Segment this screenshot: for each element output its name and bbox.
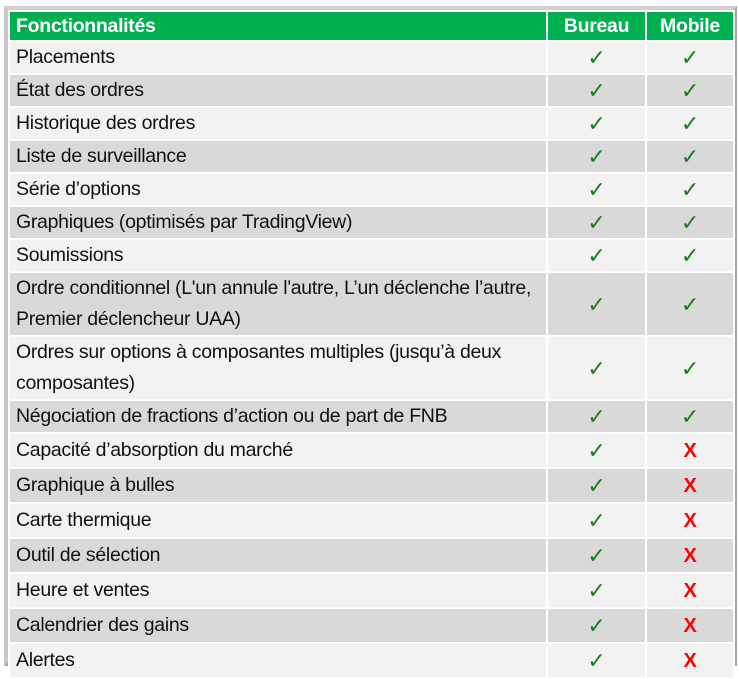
header-feature: Fonctionnalités [9, 11, 547, 41]
feature-name: Placements [9, 41, 547, 74]
table-row [9, 433, 734, 468]
desktop-availability [547, 336, 646, 400]
desktop-availability [547, 468, 646, 503]
table-row [9, 41, 734, 74]
desktop-availability [547, 400, 646, 433]
cross-icon: X [683, 440, 697, 462]
checkmark-icon: ✓ [587, 355, 606, 381]
mobile-availability [646, 336, 734, 400]
checkmark-icon: ✓ [587, 578, 606, 603]
cross-icon: X [683, 615, 697, 637]
mobile-availability [646, 433, 734, 468]
checkmark-icon: ✓ [680, 45, 700, 70]
checkmark-icon: ✓ [587, 404, 606, 429]
table-row [9, 503, 734, 538]
cross-icon: X [683, 545, 697, 567]
feature-comparison-table [4, 6, 737, 673]
feature-name: Heure et ventes [9, 573, 547, 608]
feature-name: Historique des ordres [9, 107, 547, 140]
mobile-availability [646, 608, 734, 643]
checkmark-icon: ✓ [680, 111, 700, 136]
feature-name: Ordres sur options à composantes multiples (jusqu’à deux composantes) [9, 336, 547, 400]
mobile-availability [646, 400, 734, 433]
checkmark-icon: ✓ [587, 144, 606, 169]
mobile-availability [646, 107, 734, 140]
table-row [9, 573, 734, 608]
mobile-availability [646, 173, 734, 206]
mobile-availability [646, 272, 734, 336]
feature-name: Série d’options [9, 173, 547, 206]
checkmark-icon: ✓ [587, 648, 606, 673]
mobile-availability [646, 643, 734, 678]
feature-name: Ordre conditionnel (L'un annule l'autre, L’un déclenche l’autre, Premier déclencheur UAA) [9, 272, 547, 336]
feature-name: Carte thermique [9, 503, 547, 538]
mobile-availability [646, 573, 734, 608]
feature-name: Calendrier des gains [9, 608, 547, 643]
mobile-availability [646, 468, 734, 503]
checkmark-icon: ✓ [680, 210, 700, 235]
table-row [9, 400, 734, 433]
checkmark-icon: ✓ [680, 243, 700, 268]
table-row [9, 140, 734, 173]
checkmark-icon: ✓ [680, 144, 700, 169]
checkmark-icon: ✓ [680, 404, 700, 429]
checkmark-icon: ✓ [587, 543, 606, 568]
desktop-availability [547, 643, 646, 678]
checkmark-icon: ✓ [587, 111, 606, 136]
cross-icon: X [683, 510, 697, 532]
mobile-availability [646, 206, 734, 239]
mobile-availability [646, 74, 734, 107]
feature-name: Capacité d’absorption du marché [9, 433, 547, 468]
table-row [9, 336, 734, 400]
checkmark-icon: ✓ [680, 291, 700, 317]
checkmark-icon: ✓ [680, 355, 700, 381]
desktop-availability [547, 74, 646, 107]
feature-name: Soumissions [9, 239, 547, 272]
table-row [9, 468, 734, 503]
checkmark-icon: ✓ [680, 78, 700, 103]
checkmark-icon: ✓ [587, 243, 606, 268]
desktop-availability [547, 239, 646, 272]
feature-name: État des ordres [9, 74, 547, 107]
header-mobile: Mobile [646, 11, 734, 41]
table-row [9, 74, 734, 107]
desktop-availability [547, 41, 646, 74]
desktop-availability [547, 538, 646, 573]
mobile-availability [646, 140, 734, 173]
feature-name: Alertes [9, 643, 547, 678]
table-row [9, 538, 734, 573]
checkmark-icon: ✓ [680, 177, 700, 202]
feature-name: Liste de surveillance [9, 140, 547, 173]
table-row [9, 272, 734, 336]
table-row [9, 173, 734, 206]
feature-name: Graphique à bulles [9, 468, 547, 503]
desktop-availability [547, 433, 646, 468]
feature-name: Outil de sélection [9, 538, 547, 573]
checkmark-icon: ✓ [587, 291, 606, 317]
checkmark-icon: ✓ [587, 613, 606, 638]
checkmark-icon: ✓ [587, 177, 606, 202]
desktop-availability [547, 140, 646, 173]
desktop-availability [547, 107, 646, 140]
desktop-availability [547, 272, 646, 336]
table-row [9, 206, 734, 239]
checkmark-icon: ✓ [587, 473, 606, 498]
checkmark-icon: ✓ [587, 45, 606, 70]
checkmark-icon: ✓ [587, 210, 606, 235]
feature-name: Graphiques (optimisés par TradingView) [9, 206, 547, 239]
feature-name: Négociation de fractions d’action ou de part de FNB [9, 400, 547, 433]
checkmark-icon: ✓ [587, 438, 606, 463]
cross-icon: X [683, 475, 697, 497]
desktop-availability [547, 503, 646, 538]
cross-icon: X [683, 580, 697, 602]
table-row [9, 643, 734, 678]
table-row [9, 608, 734, 643]
checkmark-icon: ✓ [587, 508, 606, 533]
desktop-availability [547, 173, 646, 206]
desktop-availability [547, 608, 646, 643]
checkmark-icon: ✓ [587, 78, 606, 103]
header-row [9, 11, 734, 41]
cross-icon: X [683, 650, 697, 672]
mobile-availability [646, 538, 734, 573]
table-row [9, 107, 734, 140]
desktop-availability [547, 573, 646, 608]
header-desktop: Bureau [547, 11, 646, 41]
table-row [9, 239, 734, 272]
mobile-availability [646, 41, 734, 74]
desktop-availability [547, 206, 646, 239]
mobile-availability [646, 239, 734, 272]
mobile-availability [646, 503, 734, 538]
